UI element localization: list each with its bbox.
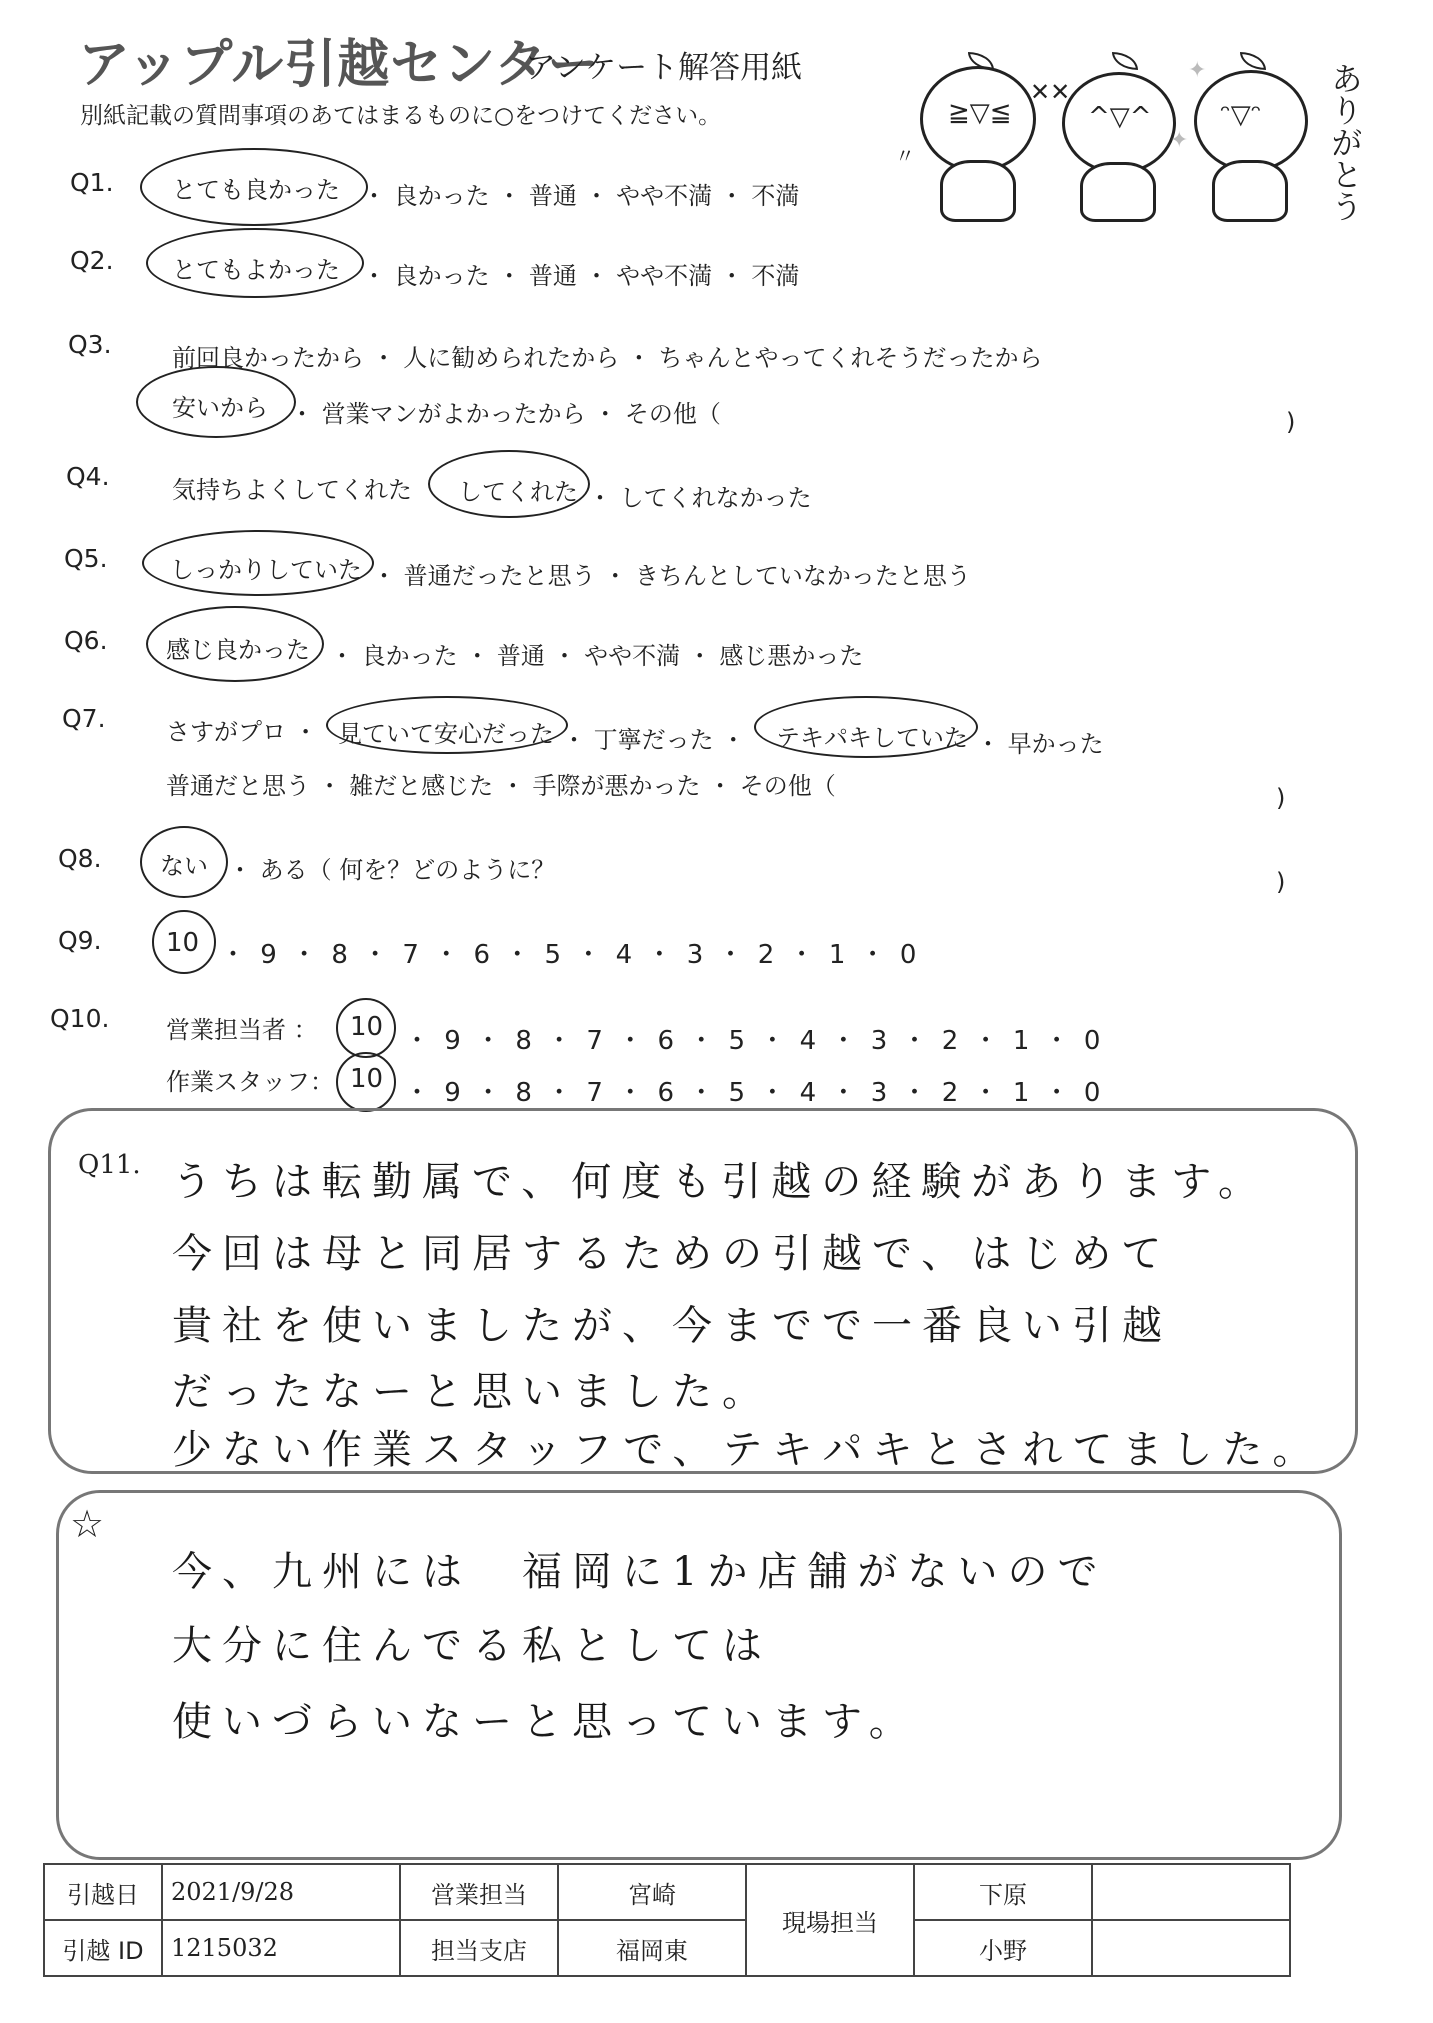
q7-close-paren: ) — [1276, 784, 1286, 812]
blank-cell — [1092, 1920, 1290, 1976]
q7-first-option[interactable]: さすがプロ ・ — [166, 718, 318, 746]
q8-other-options[interactable]: ・ ある（ 何を？どのように？ — [228, 856, 556, 884]
move-date-label: 引越日 — [44, 1864, 162, 1920]
q6-other-options[interactable]: ・ 良かった ・ 普通 ・ やや不満 ・ 感じ悪かった — [330, 642, 864, 670]
q3-label: Q3. — [68, 330, 112, 359]
sparkle-icon: ✦ — [1170, 128, 1189, 153]
q7-other-options[interactable]: ・ 早かった — [976, 730, 1104, 758]
sales-value: 宮崎 — [558, 1864, 746, 1920]
q9-label: Q9. — [58, 926, 102, 955]
mascot-body — [1080, 162, 1156, 222]
q3-options-line1[interactable]: 前回良かったから ・ 人に勧められたから ・ ちゃんとやってくれそうだったから — [172, 344, 1043, 372]
q4-selected-option[interactable]: してくれた — [458, 478, 578, 506]
star-line: 使いづらいなーと思っています。 — [172, 1699, 919, 1745]
blank-cell — [1092, 1864, 1290, 1920]
q7-middle-option[interactable]: ・ 丁寧だった ・ — [562, 726, 746, 754]
leaf-icon — [1240, 52, 1266, 70]
sweat-icon: 〃 — [895, 144, 915, 168]
sales-label: 営業担当 — [400, 1864, 558, 1920]
q10-sales-selected-score[interactable]: 10 — [350, 1012, 384, 1042]
q11-line: 今回は母と同居するための引越で、はじめて — [172, 1231, 1172, 1277]
q8-label: Q8. — [58, 844, 102, 873]
q4-label: Q4. — [66, 462, 110, 491]
q5-other-options[interactable]: ・ 普通だったと思う ・ きちんとしていなかったと思う — [372, 562, 971, 590]
q8-selected-option[interactable]: ない — [160, 852, 208, 880]
smile-face-icon: ^▽^ — [1088, 102, 1152, 132]
move-date-value: 2021/9/28 — [162, 1864, 400, 1920]
q10-staff-score-scale[interactable]: ・ 9 ・ 8 ・ 7 ・ 6 ・ 5 ・ 4 ・ 3 ・ 2 ・ 1 ・ 0 — [404, 1078, 1104, 1108]
q3-close-paren: ) — [1286, 408, 1296, 436]
q6-selected-option[interactable]: 感じ良かった — [166, 636, 310, 664]
q7-options-line2[interactable]: 普通だと思う ・ 雑だと感じた ・ 手際が悪かった ・ その他（ — [166, 772, 836, 800]
thanks-text: ありがとう — [1326, 62, 1364, 222]
q9-score-scale[interactable]: ・ 9 ・ 8 ・ 7 ・ 6 ・ 5 ・ 4 ・ 3 ・ 2 ・ 1 ・ 0 — [220, 940, 920, 970]
mascot-body — [940, 160, 1016, 222]
star-line: 大分に住んでる私としては — [172, 1623, 772, 1669]
site-label: 現場担当 — [746, 1864, 914, 1976]
q9-selected-score[interactable]: 10 — [166, 928, 200, 958]
q4-other-options[interactable]: ・ してくれなかった — [588, 484, 812, 512]
move-id-value: 1215032 — [162, 1920, 400, 1976]
q5-selected-option[interactable]: しっかりしていた — [170, 556, 362, 584]
info-table — [43, 1863, 1291, 1977]
q1-other-options[interactable]: ・ 良かった ・ 普通 ・ やや不満 ・ 不満 — [362, 182, 800, 210]
q10-sales-score-scale[interactable]: ・ 9 ・ 8 ・ 7 ・ 6 ・ 5 ・ 4 ・ 3 ・ 2 ・ 1 ・ 0 — [404, 1026, 1104, 1056]
q2-other-options[interactable]: ・ 良かった ・ 普通 ・ やや不満 ・ 不満 — [362, 262, 800, 290]
site-value-2: 小野 — [914, 1920, 1092, 1976]
q10-staff-selected-score[interactable]: 10 — [350, 1064, 384, 1094]
q8-close-paren: ) — [1276, 868, 1286, 896]
branch-value: 福岡東 — [558, 1920, 746, 1976]
q1-label: Q1. — [70, 168, 114, 197]
q11-label: Q11. — [78, 1150, 141, 1180]
instruction-text: 別紙記載の質問事項のあてはまるものに○をつけてください。 — [80, 103, 722, 129]
q10-label: Q10. — [50, 1004, 110, 1033]
q11-line: だったなーと思いました。 — [172, 1369, 772, 1415]
happy-face-icon: ᵔ▽ᵔ — [1220, 100, 1262, 130]
q10-sales-label: 営業担当者 ： — [166, 1016, 318, 1044]
angry-face-icon: ≧▽≦ — [948, 98, 1012, 128]
q7-selected-option-2[interactable]: テキパキしていた — [776, 724, 968, 752]
branch-label: 担当支店 — [400, 1920, 558, 1976]
q7-label: Q7. — [62, 704, 106, 733]
q1-selected-option[interactable]: とても良かった — [172, 176, 340, 204]
q3-selected-option[interactable]: 安いから — [172, 394, 268, 422]
q4-first-option[interactable]: 気持ちよくしてくれた — [172, 476, 412, 504]
star-line: 今、九州には 福岡に1か店舗がないので — [172, 1549, 1108, 1595]
site-value-1: 下原 — [914, 1864, 1092, 1920]
mascot-body — [1212, 160, 1288, 222]
star-icon: ☆ — [70, 1502, 105, 1546]
q10-staff-label: 作業スタッフ： — [166, 1068, 334, 1096]
q5-label: Q5. — [64, 544, 108, 573]
q2-selected-option[interactable]: とてもよかった — [172, 256, 340, 284]
leaf-icon — [1112, 52, 1138, 70]
q11-line: うちは転勤属で、何度も引越の経験があります。 — [172, 1159, 1268, 1205]
sparkle-icon: ✕✕ — [1030, 78, 1071, 106]
q11-line: 少ない作業スタッフで、テキパキとされてました。 — [172, 1427, 1323, 1473]
move-id-label: 引越 ID — [44, 1920, 162, 1976]
q11-line: 貴社を使いましたが、今までで一番良い引越 — [172, 1303, 1172, 1349]
company-title: アップル引越センター — [78, 35, 601, 95]
q2-label: Q2. — [70, 246, 114, 275]
sparkle-icon: ✦ — [1188, 58, 1207, 83]
q6-label: Q6. — [64, 626, 108, 655]
q7-selected-option-1[interactable]: 見ていて安心だった — [338, 720, 554, 748]
form-subtitle: アンケート解答用紙 — [525, 50, 803, 86]
q3-other-options[interactable]: ・ 営業マンがよかったから ・ その他（ — [290, 400, 721, 428]
